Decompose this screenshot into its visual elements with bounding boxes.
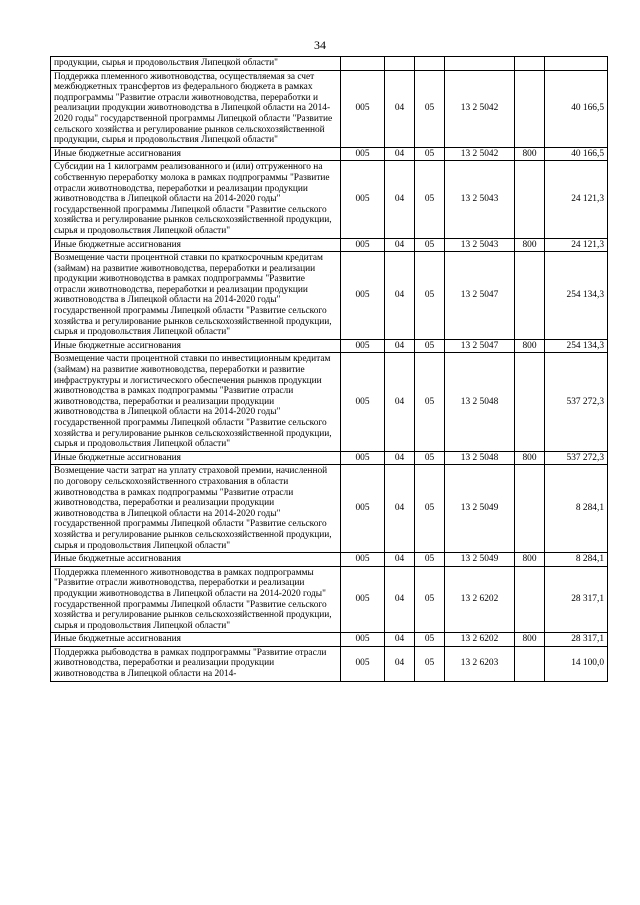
table-row (51, 353, 608, 451)
table-row (51, 553, 608, 567)
admin-code: 005 (341, 646, 385, 681)
row-description: Поддержка рыбоводства в рамках подпрограммы "Развитие отрасли животноводства, переработки и реализации продукции животноводства в Липецкой области на 2014- (51, 646, 341, 681)
row-description: Поддержка племенного животноводства, осуществляемая за счет межбюджетных трансфертов из федерального бюджета в рамках подпрограммы "Развитие отрасли животноводства, переработки и реализации продукции животноводства в Липецкой области на 2014-2020 годы" государственной программы Липецкой области "Развитие сельского хозяйства и регулирование рынков сельскохозяйственной продукции, сырья и продовольствия Липецкой области" (51, 70, 341, 147)
target-article-code (445, 57, 515, 71)
section-code: 04 (385, 353, 415, 451)
amount: 254 134,3 (545, 339, 608, 353)
table-row (51, 147, 608, 161)
section-code: 04 (385, 451, 415, 465)
subsection-code: 05 (415, 252, 445, 340)
row-description: Иные бюджетные ассигнования (51, 633, 341, 647)
section-code: 04 (385, 633, 415, 647)
expense-type-code (515, 252, 545, 340)
section-code: 04 (385, 553, 415, 567)
admin-code: 005 (341, 566, 385, 633)
target-article-code: 13 2 5048 (445, 353, 515, 451)
target-article-code: 13 2 5048 (445, 451, 515, 465)
target-article-code: 13 2 5042 (445, 147, 515, 161)
target-article-code: 13 2 5043 (445, 161, 515, 238)
table-row (51, 238, 608, 252)
admin-code: 005 (341, 633, 385, 647)
table-row (51, 451, 608, 465)
expense-type-code (515, 646, 545, 681)
subsection-code: 05 (415, 339, 445, 353)
target-article-code: 13 2 5047 (445, 339, 515, 353)
expense-type-code (515, 161, 545, 238)
page-number: 34 (314, 38, 326, 52)
subsection-code: 05 (415, 238, 445, 252)
row-description: Иные бюджетные ассигнования (51, 147, 341, 161)
target-article-code: 13 2 5043 (445, 238, 515, 252)
expense-type-code (515, 70, 545, 147)
admin-code: 005 (341, 553, 385, 567)
subsection-code: 05 (415, 465, 445, 553)
section-code: 04 (385, 238, 415, 252)
row-description: продукции, сырья и продовольствия Липецкой области" (51, 57, 341, 71)
subsection-code: 05 (415, 147, 445, 161)
subsection-code: 05 (415, 566, 445, 633)
target-article-code: 13 2 5047 (445, 252, 515, 340)
subsection-code: 05 (415, 553, 445, 567)
subsection-code: 05 (415, 353, 445, 451)
amount: 40 166,5 (545, 147, 608, 161)
amount: 8 284,1 (545, 465, 608, 553)
subsection-code: 05 (415, 161, 445, 238)
section-code: 04 (385, 161, 415, 238)
admin-code: 005 (341, 339, 385, 353)
target-article-code: 13 2 6202 (445, 566, 515, 633)
expense-type-code: 800 (515, 451, 545, 465)
row-description: Субсидии на 1 килограмм реализованного и (или) отгруженного на собственную переработку молока в рамках подпрограммы "Развитие отрасли животноводства, переработки и реализации продукции животноводства в Липецкой области на 2014-2020 годы" государственной программы Липецкой области "Развитие сельского хозяйства и регулирование рынков сельскохозяйственной продукции, сырья и продовольствия Липецкой области" (51, 161, 341, 238)
row-description: Возмещение части процентной ставки по инвестиционным кредитам (займам) на развитие животноводства, переработки и развитие инфраструктуры и логистического обеспечения рынков продукции животноводства в рамках подпрограммы "Развитие отрасли животноводства, переработки и реализации продукции животноводства в Липецкой области на 2014-2020 годы" государственной программы Липецкой области "Развитие сельского хозяйства и регулирование рынков сельскохозяйственной продукции, сырья и продовольствия Липецкой области" (51, 353, 341, 451)
table-body (51, 57, 608, 682)
table-row (51, 70, 608, 147)
amount: 24 121,3 (545, 161, 608, 238)
amount: 14 100,0 (545, 646, 608, 681)
row-description: Возмещение части затрат на уплату страховой премии, начисленной по договору сельскохозяйственного страхования в области животноводства в рамках подпрограммы "Развитие отрасли животноводства, переработки и реализации продукции животноводства в Липецкой области на 2014-2020 годы" государственной программы Липецкой области "Развитие сельского хозяйства и регулирование рынков сельскохозяйственной продукции, сырья и продовольствия Липецкой области" (51, 465, 341, 553)
target-article-code: 13 2 6202 (445, 633, 515, 647)
admin-code: 005 (341, 238, 385, 252)
amount: 537 272,3 (545, 451, 608, 465)
section-code: 04 (385, 646, 415, 681)
admin-code: 005 (341, 465, 385, 553)
admin-code: 005 (341, 252, 385, 340)
expense-type-code: 800 (515, 633, 545, 647)
expense-type-code: 800 (515, 553, 545, 567)
section-code (385, 57, 415, 71)
target-article-code: 13 2 6203 (445, 646, 515, 681)
section-code: 04 (385, 339, 415, 353)
target-article-code: 13 2 5049 (445, 553, 515, 567)
amount: 254 134,3 (545, 252, 608, 340)
amount: 24 121,3 (545, 238, 608, 252)
section-code: 04 (385, 566, 415, 633)
table-row (51, 633, 608, 647)
table-row (51, 646, 608, 681)
subsection-code (415, 57, 445, 71)
subsection-code: 05 (415, 70, 445, 147)
section-code: 04 (385, 147, 415, 161)
row-description: Иные бюджетные ассигнования (51, 238, 341, 252)
admin-code: 005 (341, 70, 385, 147)
table-row (51, 57, 608, 71)
table-row (51, 339, 608, 353)
subsection-code: 05 (415, 633, 445, 647)
subsection-code: 05 (415, 646, 445, 681)
target-article-code: 13 2 5042 (445, 70, 515, 147)
target-article-code: 13 2 5049 (445, 465, 515, 553)
expense-type-code (515, 465, 545, 553)
amount: 28 317,1 (545, 633, 608, 647)
table-row (51, 161, 608, 238)
budget-table (50, 56, 608, 682)
subsection-code: 05 (415, 451, 445, 465)
row-description: Возмещение части процентной ставки по краткосрочным кредитам (займам) на развитие животноводства, переработки и реализации продукции животноводства в рамках подпрограммы "Развитие отрасли животноводства, переработки и реализации продукции животноводства в Липецкой области на 2014-2020 годы" государственной программы Липецкой области "Развитие сельского хозяйства и регулирование рынков сельскохозяйственной продукции, сырья и продовольствия Липецкой области" (51, 252, 341, 340)
section-code: 04 (385, 252, 415, 340)
table-row (51, 465, 608, 553)
expense-type-code (515, 566, 545, 633)
amount: 537 272,3 (545, 353, 608, 451)
expense-type-code (515, 57, 545, 71)
row-description: Иные бюджетные ассигнования (51, 553, 341, 567)
expense-type-code: 800 (515, 339, 545, 353)
section-code: 04 (385, 465, 415, 553)
amount: 8 284,1 (545, 553, 608, 567)
expense-type-code: 800 (515, 147, 545, 161)
admin-code: 005 (341, 451, 385, 465)
row-description: Иные бюджетные ассигнования (51, 339, 341, 353)
table-row (51, 566, 608, 633)
admin-code: 005 (341, 147, 385, 161)
expense-type-code: 800 (515, 238, 545, 252)
row-description: Поддержка племенного животноводства в рамках подпрограммы "Развитие отрасли животноводства, переработки и реализации продукции животноводства в Липецкой области на 2014-2020 годы" государственной программы Липецкой области "Развитие сельского хозяйства и регулирование рынков сельскохозяйственной продукции, сырья и продовольствия Липецкой области" (51, 566, 341, 633)
section-code: 04 (385, 70, 415, 147)
row-description: Иные бюджетные ассигнования (51, 451, 341, 465)
table-row (51, 252, 608, 340)
expense-type-code (515, 353, 545, 451)
amount: 40 166,5 (545, 70, 608, 147)
admin-code (341, 57, 385, 71)
admin-code: 005 (341, 353, 385, 451)
admin-code: 005 (341, 161, 385, 238)
amount (545, 57, 608, 71)
amount: 28 317,1 (545, 566, 608, 633)
